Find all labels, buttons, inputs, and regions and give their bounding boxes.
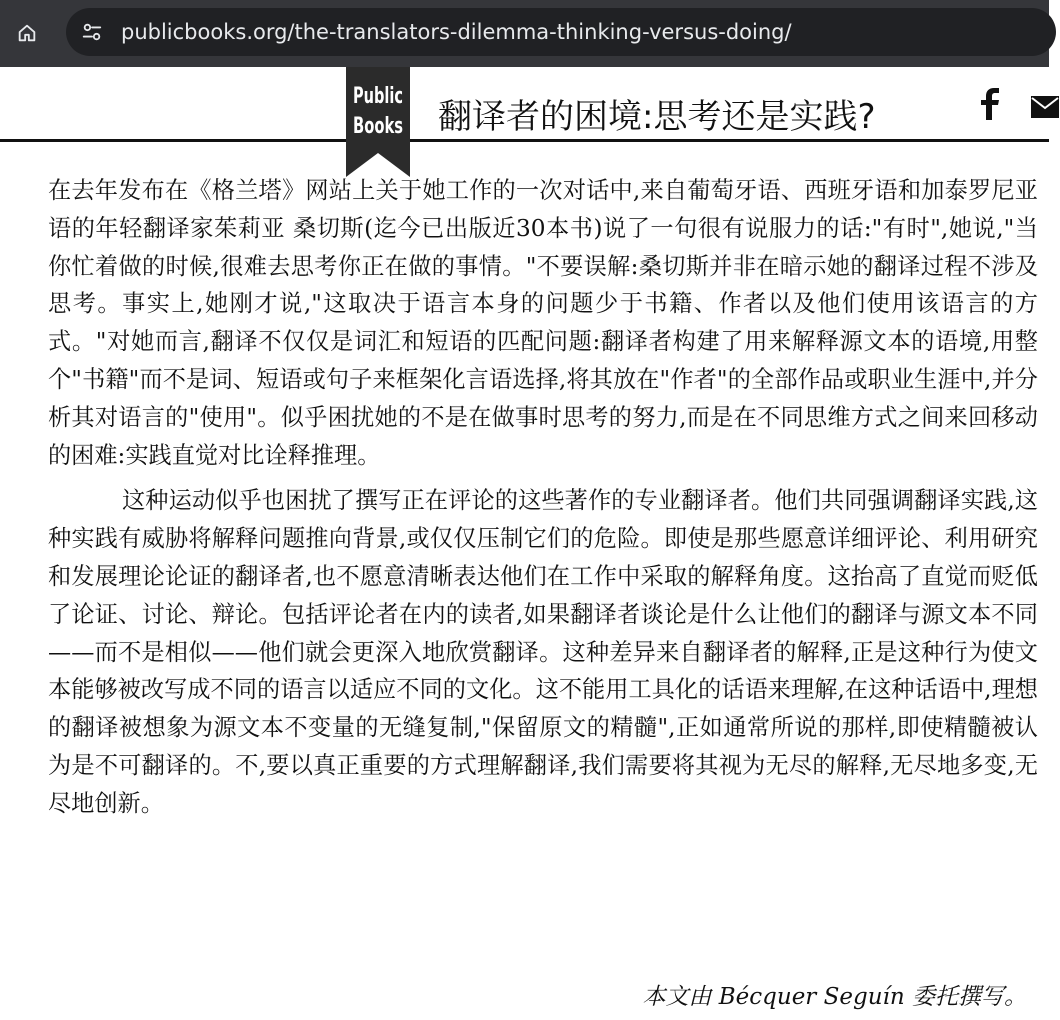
- header-divider: [0, 139, 1049, 142]
- article-body: [48, 172, 1038, 831]
- page-title: 翻译者的困境:思考还是实践?: [438, 97, 876, 137]
- logo-text-books: Books: [353, 114, 403, 139]
- site-info-button[interactable]: [76, 16, 108, 48]
- article-credit: 本文由 Bécquer Seguín 委托撰写。: [642, 984, 1027, 1010]
- home-icon: [16, 22, 38, 44]
- article-paragraph-1: 在去年发布在《格兰塔》网站上关于她工作的一次对话中,来自葡萄牙语、西班牙语和加泰罗尼亚语的年轻翻译家茱莉亚 桑切斯(迄今已出版近30本书)说了一句很有说服力的话:"有时",她说,"当你忙着做的时候,很难去思考你正在做的事情。"不要误解:桑切斯并非在暗示她的翻译过程不涉及思考。事实上,她刚才说,"这取决于语言本身的问题少于书籍、作者以及他们使用该语言的方式。"对她而言,翻译不仅仅是词汇和短语的匹配问题:翻译者构建了用来解释源文本的语境,用整个"书籍"而不是词、短语或句子来框架化言语选择,将其放在"作者"的全部作品或职业生涯中,并分析其对语言的"使用"。似乎困扰她的不是在做事时思考的努力,而是在不同思维方式之间来回移动的困难:实践直觉对比诠释推理。: [48, 177, 1039, 469]
- facebook-icon[interactable]: [976, 86, 1004, 122]
- logo-text-public: Public: [353, 84, 403, 109]
- browser-toolbar: [0, 0, 1049, 67]
- mail-icon[interactable]: [1030, 95, 1060, 119]
- address-bar[interactable]: [66, 8, 1056, 56]
- article-paragraph-2: 这种运动似乎也困扰了撰写正在评论的这些著作的专业翻译者。他们共同强调翻译实践,这种实践有威胁将解释问题推向背景,或仅仅压制它们的危险。即使是那些愿意详细评论、利用研究和发展理论论证的翻译者,也不愿意清晰表达他们在工作中采取的解释角度。这抬高了直觉而贬低了论证、讨论、辩论。包括评论者在内的读者,如果翻译者谈论是什么让他们的翻译与源文本不同——而不是相似——他们就会更深入地欣赏翻译。这种差异来自翻译者的解释,正是这种行为使文本能够被改写成不同的语言以适应不同的文化。这不能用工具化的话语来理解,在这种话语中,理想的翻译被想象为源文本不变量的无缝复制,"保留原文的精髓",正如通常所说的那样,即使精髓被认为是不可翻译的。不,要以真正重要的方式理解翻译,我们需要将其视为无尽的解释,无尽地多变,无尽地创新。: [48, 487, 1038, 817]
- public-books-logo[interactable]: [346, 67, 410, 177]
- url-text[interactable]: publicbooks.org/the-translators-dilemma-thinking-versus-doing/: [121, 20, 792, 44]
- home-button[interactable]: [9, 15, 45, 51]
- site-info-icon: [81, 21, 103, 43]
